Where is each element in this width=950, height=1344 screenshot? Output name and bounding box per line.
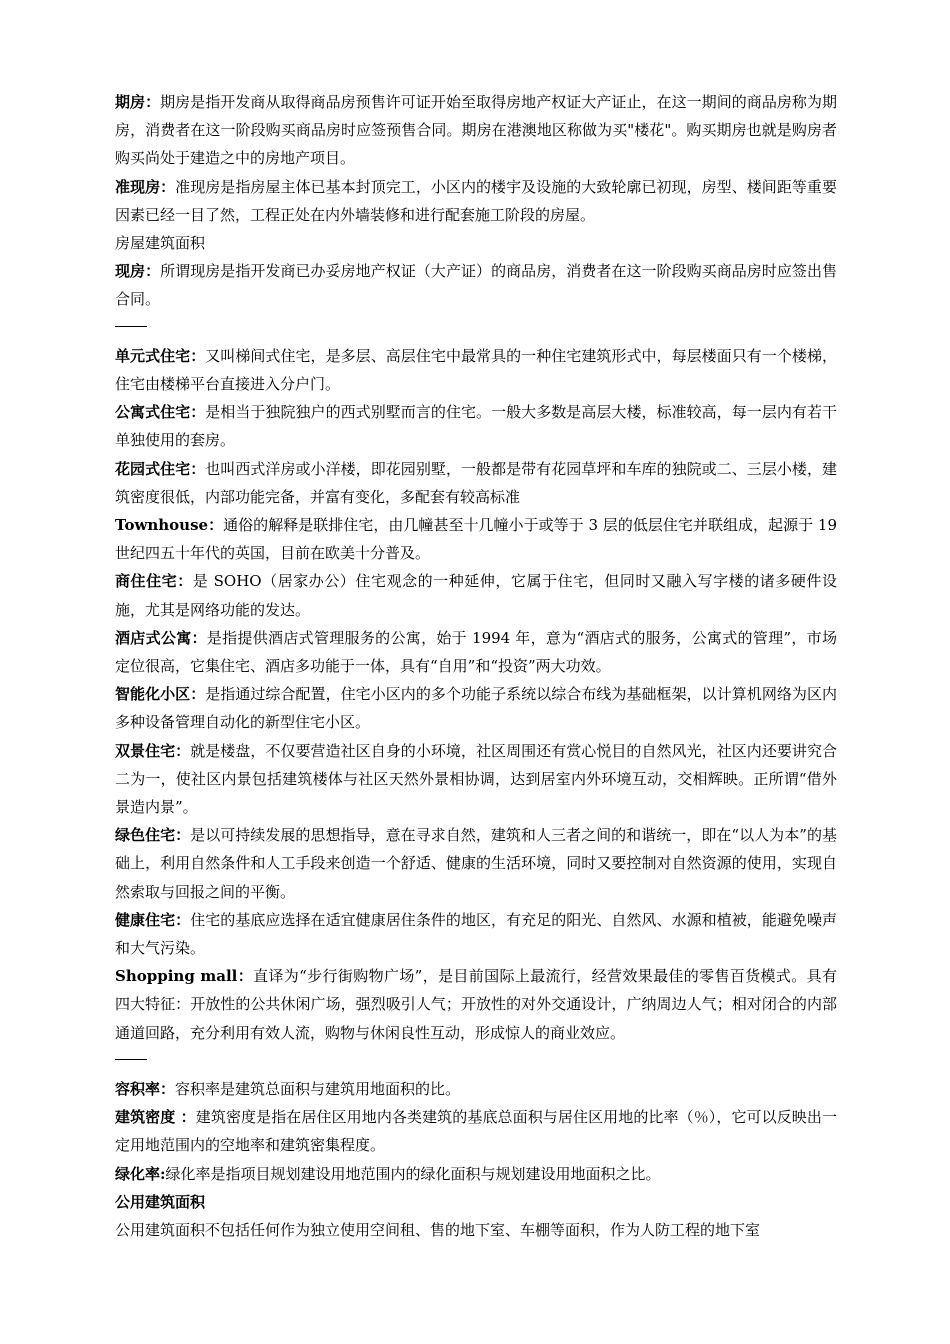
entry-term: 容积率： [115,1080,176,1099]
entry-text: 建筑密度是指在居住区用地内各类建筑的基底总面积与居住区用地的比率（％），它可以反映出一定用地范围内的空地率和建筑密集程度。 [115,1108,837,1155]
entry-term: 期房： [115,93,161,111]
separator-rule [115,1047,837,1075]
entry-term: Shopping mall： [115,967,254,986]
entry-shangzhu [115,567,837,623]
entry-huayuanshi [115,455,837,511]
entry-text: 期房是指开发商从取得商品房预售许可证开始至取得房地产权证大产证止，在这一期间的商品房称为期房，消费者在这一阶段购买商品房时应签预售合同。期房在港澳地区称做为买"楼花"。购买期房也就是购房者购买尚处于建造之中的房地产项目。 [115,93,837,168]
entry-term: 建筑密度 ： [115,1108,196,1127]
entry-text: 是指提供酒店式管理服务的公寓，始于 1994 年，意为“酒店式的服务，公寓式的管理”，市场定位很高，它集住宅、酒店多功能于一体，具有“自用”和“投资”两大功效。 [115,628,837,676]
separator-rule [115,314,837,342]
entry-rongjilv [115,1075,837,1103]
entry-shopping-mall [115,962,837,1047]
entry-term: 单元式住宅： [115,346,206,365]
entry-zhinenghua [115,680,837,736]
entry-term: 准现房： [115,177,176,196]
entry-townhouse [115,511,837,567]
entry-text: 是相当于独院独户的西式别墅而言的住宅。一般大多数是高层大楼，标准较高，每一层内有若干单独使用的套房。 [115,403,837,450]
entry-term: 双景住宅： [115,741,191,760]
entry-text: 住宅的基底应选择在适宜健康居住条件的地区，有充足的阳光、自然风、水源和植被，能避免噪声和大气污染。 [115,910,837,958]
entry-qifang [115,88,837,173]
entry-jiudianshi [115,624,837,680]
entry-text: 准现房是指房屋主体已基本封顶完工，小区内的楼宇及设施的大致轮廓已初现，房型、楼间距等重要因素已经一目了然，工程正处在内外墙装修和进行配套施工阶段的房屋。 [115,177,837,224]
entry-lvhualv [115,1160,837,1188]
entry-term: 花园式住宅： [115,459,206,478]
entry-text: 绿化率是指项目规划建设用地范围内的绿化面积与规划建设用地面积之比。 [165,1164,661,1183]
entry-term: 健康住宅： [115,910,191,929]
entry-term: 公寓式住宅： [115,403,206,422]
entry-term: 商住住宅： [115,572,193,591]
entry-text: 又叫梯间式住宅，是多层、高层住宅中最常具的一种住宅建筑形式中，每层楼面只有一个楼梯，住宅由楼梯平台直接进入分户门。 [115,346,837,394]
entry-text: 通俗的解释是联排住宅，由几幢甚至十几幢小于或等于 3 层的低层住宅并联组成，起源于 19 世纪四五十年代的英国，目前在欧美十分普及。 [115,516,837,563]
entry-lvse [115,821,837,906]
entry-term: 绿色住宅： [115,826,191,845]
entry-term: 酒店式公寓： [115,628,207,647]
entry-text: 是指通过综合配置，住宅小区内的多个功能子系统以综合布线为基础框架，以计算机网络为区内多种设备管理自动化的新型住宅小区。 [115,685,837,732]
entry-jianzhumidu [115,1103,837,1159]
section-heading: 公用建筑面积 [115,1192,206,1211]
entry-text: 是 SOHO（居家办公）住宅观念的一种延伸，它属于住宅，但同时又融入写字楼的诸多硬件设施，尤其是网络功能的发达。 [115,572,837,619]
entry-text: 是以可持续发展的思想指导，意在寻求自然，建筑和人三者之间的和谐统一，即在“以人为本”的基础上，利用自然条件和人工手段来创造一个舒适、健康的生活环境，同时又要控制对自然资源的使用，实现自然索取与回报之间的平衡。 [115,826,837,901]
entry-xianfang [115,257,837,313]
entry-text: 也叫西式洋房或小洋楼，即花园别墅，一般都是带有花园草坪和车库的独院或二、三层小楼，建筑密度很低，内部功能完备，并富有变化，多配套有较高标准 [115,459,837,506]
entry-term: 智能化小区： [115,685,206,704]
entry-term: Townhouse： [115,516,224,535]
entry-shuangjing [115,737,837,822]
entry-danyuanshi [115,342,837,398]
entry-zhunxianfang [115,173,837,229]
entry-text: 容积率是建筑总面积与建筑用地面积的比。 [175,1080,461,1099]
entry-term: 现房： [115,262,161,281]
document-body [115,88,837,1244]
entry-term: 绿化率: [115,1164,166,1183]
plain-line: 房屋建筑面积 [115,234,206,253]
entry-text: 就是楼盘，不仅要营造社区自身的小环境，社区周围还有赏心悦目的自然风光，社区内还要讲究合二为一，使社区内景包括建筑楼体与社区天然外景相协调，达到居室内外环境互动，交相辉映。正所谓“借外景造内景”。 [115,741,837,817]
entry-text: 所谓现房是指开发商已办妥房地产权证（大产证）的商品房，消费者在这一阶段购买商品房时应签出售合同。 [115,262,837,309]
entry-jiankang [115,906,837,962]
entry-gongyushi [115,398,837,454]
plain-paragraph: 公用建筑面积不包括任何作为独立使用空间租、售的地下室、车棚等面积，作为人防工程的地下室 [115,1221,761,1240]
entry-text: 直译为“步行街购物广场”，是目前国际上最流行，经营效果最佳的零售百货模式。具有四大特征：开放性的公共休闲广场，强烈吸引人气；开放性的对外交通设计，广纳周边人气；相对闭合的内部通道回路，充分利用有效人流，购物与休闲良性互动，形成惊人的商业效应。 [115,967,837,1042]
